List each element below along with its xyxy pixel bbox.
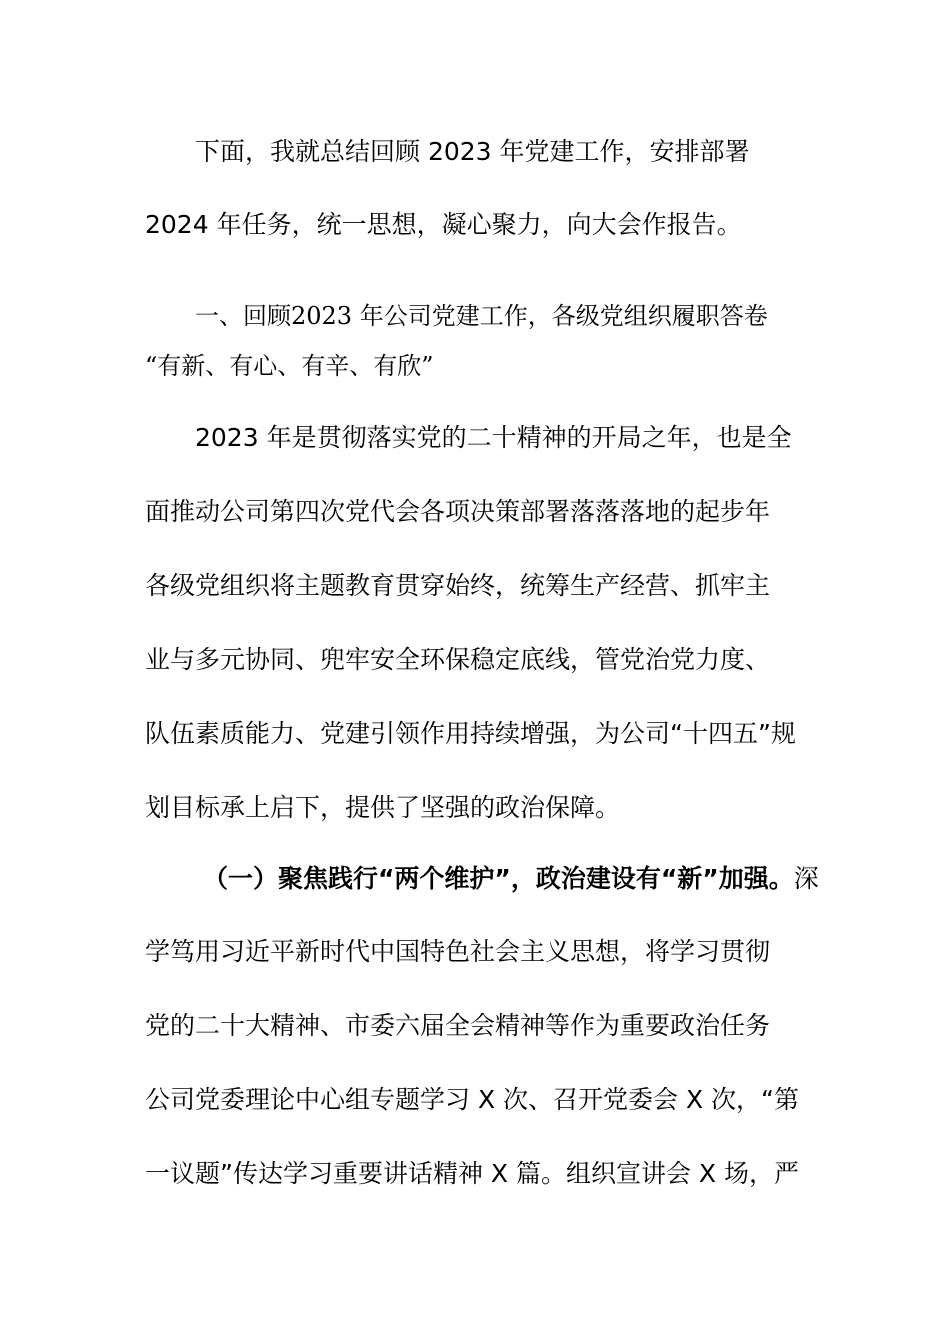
subsection-line-1: 学笃用习近平新时代中国特色社会主义思想，将学习贯彻 bbox=[145, 937, 771, 966]
paragraph-line-1: 2023 年是贯彻落实党的二十精神的开局之年，也是全 bbox=[195, 423, 792, 452]
subsection-title: （一）聚焦践行“两个维护”，政治建设有“新”加强。 bbox=[203, 864, 794, 893]
section-heading-line-1: 一、回顾2023 年公司党建工作，各级党组织履职答卷 bbox=[195, 302, 768, 330]
paragraph-line-4: 业与多元协同、兜牢安全环保稳定底线，管党治党力度、 bbox=[145, 645, 771, 674]
subsection-line-4: 一议题”传达学习重要讲话精神 X 篇。组织宣讲会 X 场，严 bbox=[145, 1159, 799, 1188]
paragraph-line-2: 面推动公司第四次党代会各项决策部署落落落地的起步年 bbox=[145, 497, 771, 526]
section-heading-line-2: “有新、有心、有辛、有欣” bbox=[145, 352, 434, 380]
subsection-title-tail: 深 bbox=[793, 864, 819, 893]
intro-line-2: 2024 年任务，统一思想，凝心聚力，向大会作报告。 bbox=[145, 210, 742, 239]
subsection-line-3: 公司党委理论中心组专题学习 X 次、召开党委会 X 次，“第 bbox=[145, 1085, 799, 1114]
subsection-title-line bbox=[203, 864, 865, 894]
intro-line-1: 下面，我就总结回顾 2023 年党建工作，安排部署 bbox=[195, 137, 750, 166]
subsection-line-2: 党的二十大精神、市委六届全会精神等作为重要政治任务 bbox=[145, 1011, 771, 1040]
paragraph-line-5: 队伍素质能力、党建引领作用持续增强，为公司“十四五”规 bbox=[145, 719, 796, 748]
paragraph-line-6: 划目标承上启下，提供了坚强的政治保障。 bbox=[145, 793, 621, 822]
paragraph-line-3: 各级党组织将主题教育贯穿始终，统筹生产经营、抓牢主 bbox=[145, 571, 771, 600]
